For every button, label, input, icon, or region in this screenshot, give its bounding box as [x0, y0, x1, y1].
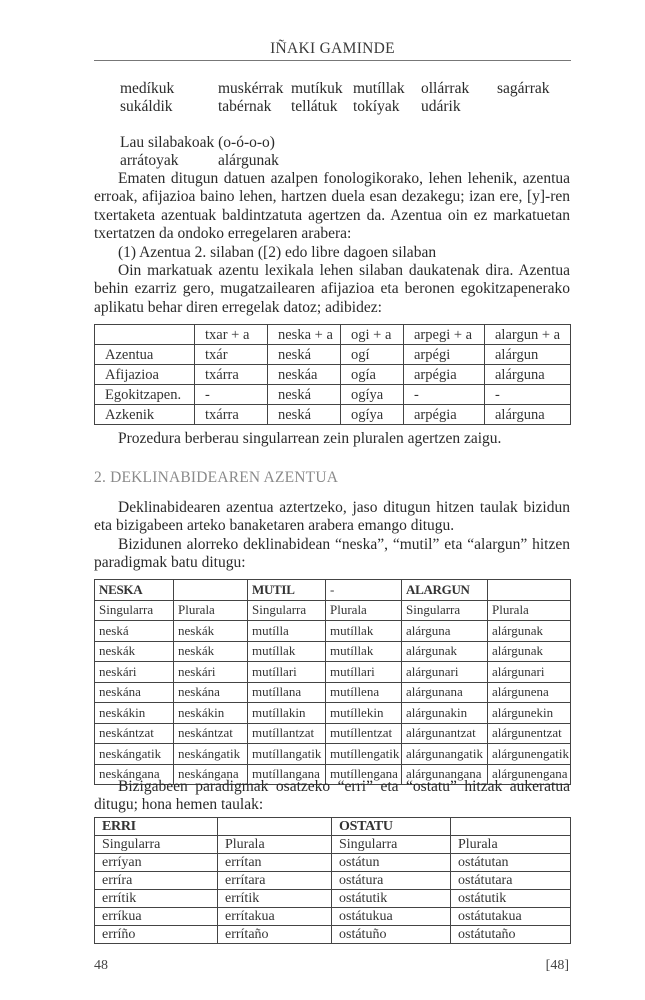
- table-cell: neskángatik: [174, 744, 248, 765]
- table-cell: arpégia: [404, 405, 485, 425]
- word: medíkuk: [120, 80, 175, 97]
- table-cell: alárgunangatik: [402, 744, 488, 765]
- body-text-block: [94, 170, 570, 317]
- table-cell: neskántzat: [174, 723, 248, 744]
- table-cell: alárgunengana: [488, 764, 571, 785]
- table-cell: alárgunantzat: [402, 723, 488, 744]
- table-cell: neskángana: [174, 764, 248, 785]
- table-cell: -: [485, 385, 571, 405]
- table-cell: ogía: [341, 365, 404, 385]
- table-cell: mutíllak: [326, 641, 402, 662]
- table-cell: ostátutan: [451, 854, 571, 872]
- table-cell: erríño: [95, 926, 218, 944]
- table-cell: -: [404, 385, 485, 405]
- table-cell: ALARGUN: [402, 580, 488, 601]
- table-cell: ostátukua: [332, 908, 451, 926]
- table-cell: alárgunangana: [402, 764, 488, 785]
- table-cell: mutíllari: [326, 662, 402, 683]
- table-cell: neská: [95, 621, 174, 642]
- table-cell: Afijazioa: [95, 365, 195, 385]
- table-cell: neskángana: [95, 764, 174, 785]
- body-text-block: [94, 778, 570, 815]
- table-cell: [218, 818, 332, 836]
- table-row: [95, 621, 571, 642]
- page-number: 48: [94, 958, 108, 973]
- table-cell: -: [195, 385, 268, 405]
- word: sagárrak: [497, 80, 550, 97]
- table-cell: mutíllekin: [326, 703, 402, 724]
- table-header-row: [95, 818, 571, 836]
- table-row: [95, 385, 571, 405]
- table-header-row: [95, 580, 571, 601]
- table-cell: Singularra: [402, 600, 488, 621]
- table-cell: ostátutik: [332, 890, 451, 908]
- table-cell: ostátura: [332, 872, 451, 890]
- table-cell: [174, 580, 248, 601]
- table-cell: MUTIL: [248, 580, 326, 601]
- table-cell: erríyan: [95, 854, 218, 872]
- table-cell: Egokitzapen.: [95, 385, 195, 405]
- table-cell: alárguna: [485, 365, 571, 385]
- table-cell: mutílla: [248, 621, 326, 642]
- word: alárgunak: [218, 152, 279, 169]
- table-row: [95, 703, 571, 724]
- bracket-page-number: [48]: [545, 958, 569, 973]
- table-cell: neskáa: [268, 365, 341, 385]
- table-cell: mutíllak: [326, 621, 402, 642]
- table-cell: errítaño: [218, 926, 332, 944]
- table-cell: txárra: [195, 405, 268, 425]
- table-cell: neskári: [174, 662, 248, 683]
- table-cell: Singularra: [95, 836, 218, 854]
- table-cell: neskána: [174, 682, 248, 703]
- running-head: IÑAKI GAMINDE: [270, 40, 395, 57]
- table-cell: alárgunak: [402, 641, 488, 662]
- table-cell: alárgunana: [402, 682, 488, 703]
- table-cell: alárgunekin: [488, 703, 571, 724]
- table-cell: alárgunentzat: [488, 723, 571, 744]
- table-cell: neská: [268, 345, 341, 365]
- table-cell: alárguna: [485, 405, 571, 425]
- table-cell: mutíllentzat: [326, 723, 402, 744]
- table-cell: mutíllengana: [326, 764, 402, 785]
- table-cell: neskák: [174, 621, 248, 642]
- table-cell: neskák: [95, 641, 174, 662]
- paragraph: Oin markatuak azentu lexikala lehen silaban daukatenak dira. Azentua behin ezarriz gero, mugatzailearen afijazioa eta beronen egokitzapenerako aplikatu behar diren erregelak datoz; adibidez:: [94, 262, 570, 316]
- word: tokíyak: [353, 98, 400, 115]
- table-cell: [95, 325, 195, 345]
- table-cell: Azkenik: [95, 405, 195, 425]
- table-cell: alárguna: [402, 621, 488, 642]
- table-row: [95, 641, 571, 662]
- table-cell: mutíllengatik: [326, 744, 402, 765]
- table-cell: arpegi + a: [404, 325, 485, 345]
- table-cell: neskákin: [95, 703, 174, 724]
- table-cell: ostátutaño: [451, 926, 571, 944]
- word: tabérnak: [218, 98, 272, 115]
- table-cell: Plurala: [451, 836, 571, 854]
- inanimate-declension-table: [94, 817, 571, 944]
- table-row: [95, 908, 571, 926]
- table-cell: arpégi: [404, 345, 485, 365]
- table-header-row: [95, 325, 571, 345]
- table-cell: ogi + a: [341, 325, 404, 345]
- table-subheader-row: [95, 836, 571, 854]
- table-cell: alárgunari: [488, 662, 571, 683]
- table-cell: neskána: [95, 682, 174, 703]
- table-cell: neskángatik: [95, 744, 174, 765]
- rule-statement: (1) Azentua 2. silaban ([2) edo libre dagoen silaban: [118, 243, 437, 261]
- table-cell: mutíllangatik: [248, 744, 326, 765]
- table-cell: OSTATU: [332, 818, 451, 836]
- table-cell: [488, 580, 571, 601]
- table-cell: alárgunena: [488, 682, 571, 703]
- table-cell: mutíllena: [326, 682, 402, 703]
- table-row: [95, 405, 571, 425]
- table-cell: Plurala: [174, 600, 248, 621]
- table-cell: Plurala: [326, 600, 402, 621]
- table-cell: txárra: [195, 365, 268, 385]
- table-cell: ogíya: [341, 385, 404, 405]
- table-subheader-row: [95, 600, 571, 621]
- table-cell: errítakua: [218, 908, 332, 926]
- table-cell: errítik: [95, 890, 218, 908]
- table-cell: ostátutakua: [451, 908, 571, 926]
- table-cell: ostátuño: [332, 926, 451, 944]
- table-cell: mutíllangana: [248, 764, 326, 785]
- table-cell: NESKA: [95, 580, 174, 601]
- table-row: [95, 682, 571, 703]
- table-cell: ostátutara: [451, 872, 571, 890]
- table-cell: erríra: [95, 872, 218, 890]
- table-cell: mutíllana: [248, 682, 326, 703]
- table-cell: erríkua: [95, 908, 218, 926]
- header-rule: [94, 60, 571, 61]
- table-cell: alárgunari: [402, 662, 488, 683]
- table-cell: errítan: [218, 854, 332, 872]
- table-cell: mutíllari: [248, 662, 326, 683]
- paragraph: Bizidunen alorreko deklinabidean “neska”, “mutil” eta “alargun” hitzen paradigmak batu ditugu:: [94, 535, 570, 572]
- table-cell: Plurala: [218, 836, 332, 854]
- table-cell: Singularra: [95, 600, 174, 621]
- animate-declension-table: [94, 579, 571, 785]
- table-cell: ostátun: [332, 854, 451, 872]
- paragraph: Prozedura berberau singularrean zein pluralen agertzen zaigu.: [118, 430, 502, 447]
- table-cell: alárgunak: [488, 641, 571, 662]
- table-row: [95, 723, 571, 744]
- accent-derivation-table: [94, 324, 571, 425]
- table-cell: ostátutik: [451, 890, 571, 908]
- table-cell: txár: [195, 345, 268, 365]
- table-row: [95, 345, 571, 365]
- table-row: [95, 926, 571, 944]
- word: muskérrak: [218, 80, 284, 97]
- table-cell: Singularra: [248, 600, 326, 621]
- table-cell: alargun + a: [485, 325, 571, 345]
- table-cell: ogíya: [341, 405, 404, 425]
- section-heading: 2. DEKLINABIDEAREN AZENTUA: [94, 469, 339, 486]
- table-row: [95, 365, 571, 385]
- table-cell: Singularra: [332, 836, 451, 854]
- body-text-block: [94, 499, 570, 573]
- table-cell: errítik: [218, 890, 332, 908]
- table-row: [95, 854, 571, 872]
- table-cell: alárgunakin: [402, 703, 488, 724]
- table-cell: neskák: [174, 641, 248, 662]
- table-cell: alárgun: [485, 345, 571, 365]
- word: udárik: [421, 98, 461, 115]
- word: ollárrak: [421, 80, 470, 97]
- body-text-block: [94, 430, 570, 448]
- table-cell: Plurala: [488, 600, 571, 621]
- table-row: [95, 744, 571, 765]
- word: sukáldik: [120, 98, 173, 115]
- table-row: [95, 890, 571, 908]
- table-cell: alárgunak: [488, 621, 571, 642]
- table-cell: alárgunengatik: [488, 744, 571, 765]
- table-cell: txar + a: [195, 325, 268, 345]
- table-cell: neskári: [95, 662, 174, 683]
- table-cell: mutíllakin: [248, 703, 326, 724]
- four-syllable-label: Lau silabakoak (o-ó-o-o): [120, 134, 275, 151]
- table-cell: Azentua: [95, 345, 195, 365]
- table-cell: neská: [268, 405, 341, 425]
- word: arrátoyak: [120, 152, 179, 169]
- table-cell: -: [326, 580, 402, 601]
- word: mutíllak: [353, 80, 405, 97]
- table-cell: neska + a: [268, 325, 341, 345]
- table-cell: errítara: [218, 872, 332, 890]
- paragraph: Deklinabidearen azentua aztertzeko, jaso ditugun hitzen taulak bizidun eta bizigabeen arteko banaketaren arabera emango ditugu.: [94, 499, 570, 535]
- table-cell: [451, 818, 571, 836]
- paragraph: Ematen ditugun datuen azalpen fonologikorako, lehen lehenik, azentua erroak, afijazioa baino lehen, hartzen duela esan dezakegu; izan ere, [y]-ren txertaketa azentuak baldintzatuta agertzen da. Azentua oin ez markatuetan txertatzen da ondoko erregelaren arabera:: [94, 170, 570, 243]
- table-cell: neská: [268, 385, 341, 405]
- word: tellátuk: [291, 98, 338, 115]
- table-row: [95, 872, 571, 890]
- table-cell: ogí: [341, 345, 404, 365]
- table-cell: ERRI: [95, 818, 218, 836]
- table-cell: mutíllak: [248, 641, 326, 662]
- table-cell: neskántzat: [95, 723, 174, 744]
- table-row: [95, 662, 571, 683]
- paragraph: Bizigabeen paradigmak osatzeko “erri” eta “ostatu” hitzak aukeratua ditugu; hona hemen taulak:: [94, 778, 570, 814]
- table-cell: arpégia: [404, 365, 485, 385]
- table-cell: mutíllantzat: [248, 723, 326, 744]
- table-cell: neskákin: [174, 703, 248, 724]
- word: mutíkuk: [291, 80, 343, 97]
